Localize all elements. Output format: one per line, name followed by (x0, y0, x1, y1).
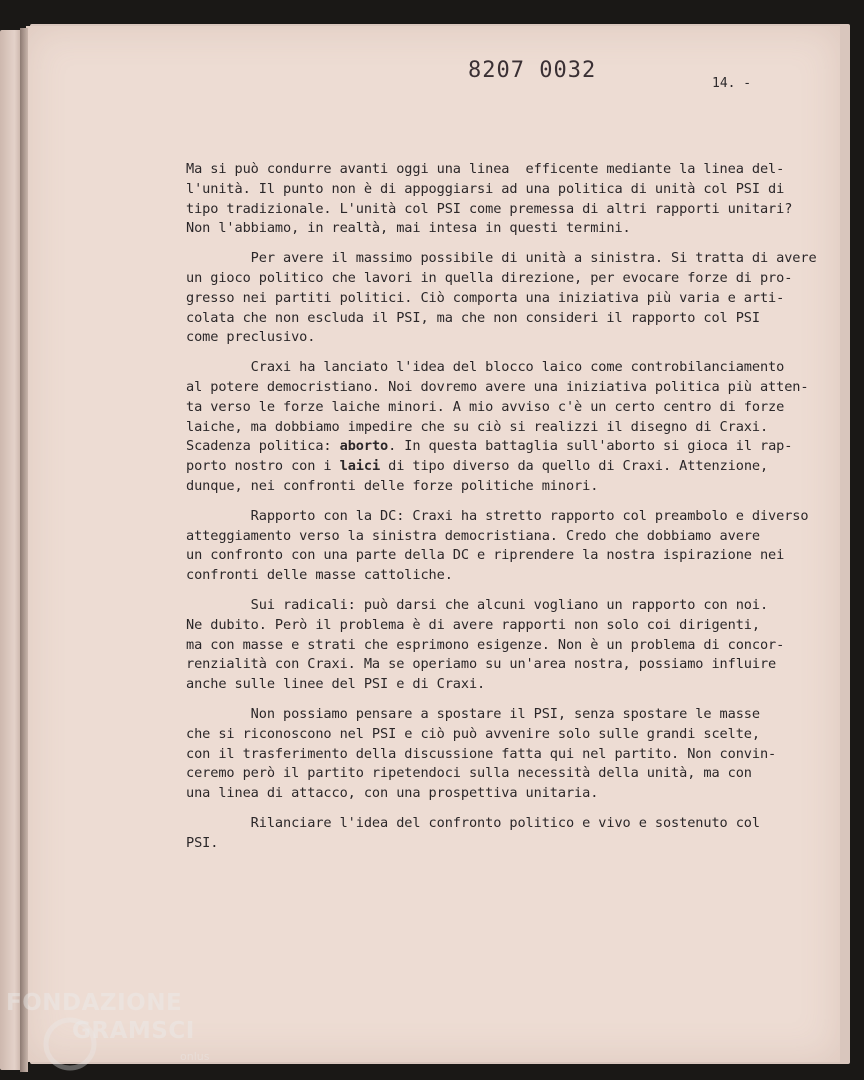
text-line: colata che non escluda il PSI, ma che non consideri il rapporto col PSI (186, 309, 760, 326)
text-line: PSI. (186, 834, 219, 851)
paragraph (186, 705, 786, 804)
text-line: che si riconoscono nel PSI e ciò può avvenire solo sulle grandi scelte, (186, 725, 760, 742)
typed-text-body (186, 160, 817, 864)
text-line: ceremo però il partito ripetendoci sulla necessità della unità, ma con (186, 765, 752, 782)
logo-line2: GRAMSCI (72, 1018, 195, 1044)
text-line: confronti delle masse cattoliche. (186, 567, 453, 584)
text-line: Per avere il massimo possibile di unità a sinistra. Si tratta di avere (186, 250, 817, 267)
binding-gutter (20, 28, 28, 1072)
text-line: l'unità. Il punto non è di appoggiarsi ad una politica di unità col PSI di (186, 180, 785, 197)
text-line: porto nostro con i laici di tipo diverso da quello di Craxi. Attenzione, (186, 458, 769, 475)
logo-line1: FONDAZIONE (6, 990, 183, 1016)
text-line: ta verso le forze laiche minori. A mio avviso c'è un certo centro di forze (186, 398, 785, 415)
paragraph (186, 358, 809, 497)
text-line: Non l'abbiamo, in realtà, mai intesa in questi termini. (186, 220, 631, 237)
text-line: tipo tradizionale. L'unità col PSI come premessa di altri rapporti unitari? (186, 200, 793, 217)
fondazione-gramsci-logo (6, 986, 226, 1076)
paragraph (186, 507, 809, 586)
text-line: gresso nei partiti politici. Ciò comporta una iniziativa più varia e arti- (186, 289, 785, 306)
text-line: Ne dubito. Però il problema è di avere rapporti non solo coi dirigenti, (186, 616, 760, 633)
text-line: laiche, ma dobbiamo impedire che su ciò si realizzi il disegno di Craxi. (186, 418, 769, 435)
text-line: Non possiamo pensare a spostare il PSI, senza spostare le masse (186, 705, 760, 722)
paragraph (186, 814, 786, 854)
text-line: Rilanciare l'idea del confronto politico e vivo e sostenuto col (186, 814, 760, 831)
text-line: un gioco politico che lavori in quella direzione, per evocare forze di pro- (186, 269, 793, 286)
text-line: renzialità con Craxi. Ma se operiamo su un'area nostra, possiamo influire (186, 656, 777, 673)
text-line: una linea di attacco, con una prospettiva unitaria. (186, 785, 599, 802)
text-line: Sui radicali: può darsi che alcuni vogliano un rapporto con noi. (186, 596, 769, 613)
text-line: atteggiamento verso la sinistra democristiana. Credo che dobbiamo avere (186, 527, 760, 544)
text-line: come preclusivo. (186, 329, 316, 346)
logo-suffix: onlus (180, 1050, 210, 1063)
paragraph (186, 160, 793, 239)
text-line: Scadenza politica: aborto. In questa battaglia sull'aborto si gioca il rap- (186, 438, 793, 455)
text-line: un confronto con una parte della DC e riprendere la nostra ispirazione nei (186, 547, 785, 564)
text-line: ma con masse e strati che esprimono esigenze. Non è un problema di concor- (186, 636, 785, 653)
text-line: dunque, nei confronti delle forze politiche minori. (186, 477, 599, 494)
text-line: al potere democristiano. Noi dovremo avere una iniziativa politica più atten- (186, 378, 809, 395)
text-line: con il trasferimento della discussione fatta qui nel partito. Non convin- (186, 745, 777, 762)
page-number: 14. - (712, 76, 752, 91)
text-line: anche sulle linee del PSI e di Craxi. (186, 676, 486, 693)
text-line: Ma si può condurre avanti oggi una linea efficente mediante la linea del- (186, 161, 785, 177)
paragraph (186, 596, 786, 695)
text-line: Rapporto con la DC: Craxi ha stretto rapporto col preambolo e diverso (186, 507, 809, 524)
archive-stamp-number: 8207 0032 (468, 58, 597, 83)
text-line: Craxi ha lanciato l'idea del blocco laico come controbilanciamento (186, 359, 785, 376)
paragraph (186, 249, 817, 348)
